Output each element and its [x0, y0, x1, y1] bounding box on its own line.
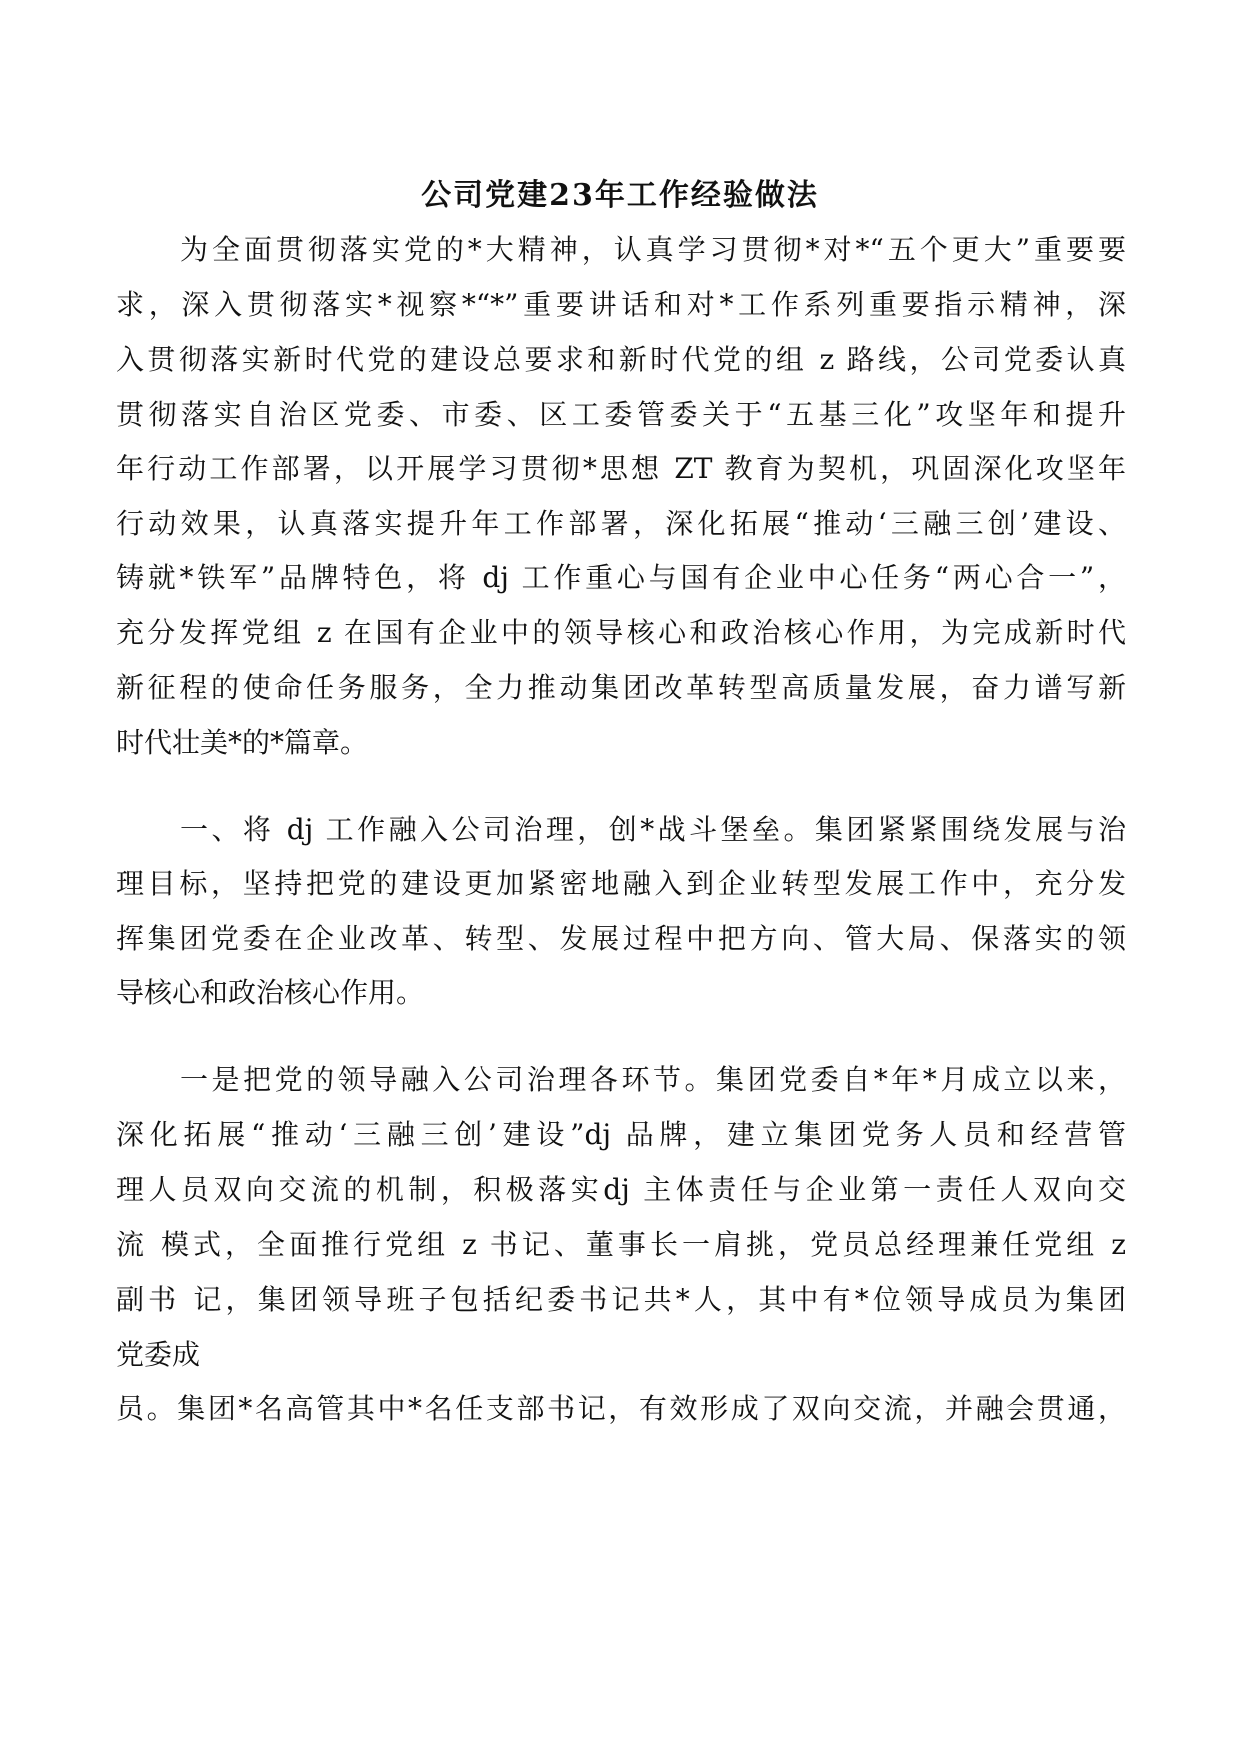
- paragraph-line: 导核心和政治核心作用。: [116, 976, 425, 1009]
- document-title: 公司党建23年工作经验做法: [421, 178, 819, 213]
- paragraph-line: 铸就*铁军”品牌特色，将 dj 工作重心与国有企业中心任务“两心合一”，: [116, 561, 1126, 594]
- paragraph-line: 时代壮美*的*篇章。: [116, 726, 369, 759]
- paragraph-line: 理目标，坚持把党的建设更加紧密地融入到企业转型发展工作中，充分发: [116, 867, 1126, 900]
- paragraph-line: 流 模式，全面推行党组 z 书记、董事长一肩挑，党员总经理兼任党组 z: [116, 1228, 1126, 1261]
- paragraph-line: 挥集团党委在企业改革、转型、发展过程中把方向、管大局、保落实的领: [116, 922, 1126, 955]
- paragraph-line: 副书 记，集团领导班子包括纪委书记共*人，其中有*位领导成员为集团: [116, 1283, 1126, 1316]
- paragraph-line: 员。集团*名高管其中*名任支部书记，有效形成了双向交流，并融会贯通，: [116, 1392, 1126, 1425]
- paragraph-line: 求，深入贯彻落实*视察*“*”重要讲话和对*工作系列重要指示精神，深: [116, 288, 1126, 321]
- paragraph-line: 入贯彻落实新时代党的建设总要求和新时代党的组 z 路线，公司党委认真: [116, 343, 1126, 376]
- paragraph-line: 贯彻落实自治区党委、市委、区工委管委关于“五基三化”攻坚年和提升: [116, 398, 1126, 431]
- paragraph-line: 理人员双向交流的机制，积极落实dj 主体责任与企业第一责任人双向交: [116, 1173, 1126, 1206]
- paragraph-line: 深化拓展“推动‘三融三创’建设”dj 品牌，建立集团党务人员和经营管: [116, 1118, 1126, 1151]
- paragraph-line: 新征程的使命任务服务，全力推动集团改革转型高质量发展，奋力谱写新: [116, 671, 1126, 704]
- paragraph-line: 党委成: [116, 1338, 201, 1371]
- paragraph-line: 一是把党的领导融入公司治理各环节。集团党委自*年*月成立以来，: [180, 1063, 1126, 1096]
- paragraph-line: 年行动工作部署，以开展学习贯彻*思想 ZT 教育为契机，巩固深化攻坚年: [116, 452, 1126, 485]
- paragraph-line: 一、将 dj 工作融入公司治理，创*战斗堡垒。集团紧紧围绕发展与治: [180, 813, 1126, 846]
- paragraph-line: 为全面贯彻落实党的*大精神，认真学习贯彻*对*“五个更大”重要要: [180, 233, 1126, 266]
- paragraph-line: 充分发挥党组 z 在国有企业中的领导核心和政治核心作用，为完成新时代: [116, 616, 1126, 649]
- paragraph-line: 行动效果，认真落实提升年工作部署，深化拓展“推动‘三融三创’建设、: [116, 507, 1126, 540]
